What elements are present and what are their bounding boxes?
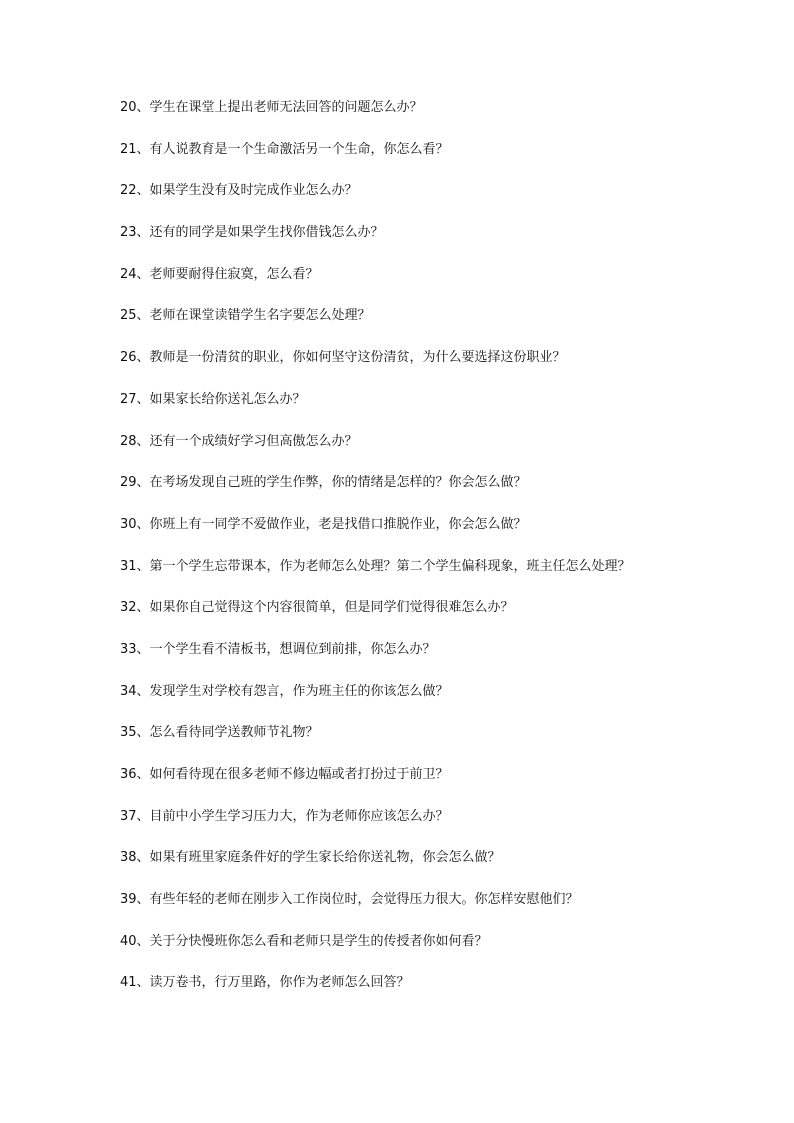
question-text: 36、如何看待现在很多老师不修边幅或者打扮过于前卫？ <box>120 767 449 782</box>
question-item <box>120 555 740 597</box>
question-text: 26、教师是一份清贫的职业，你如何坚守这份清贫，为什么要选择这份职业？ <box>120 350 566 366</box>
question-text: 33、一个学生看不清板书，想调位到前排，你怎么办？ <box>120 641 436 657</box>
question-text: 34、发现学生对学校有怨言，作为班主任的你该怎么做？ <box>120 683 449 699</box>
question-text: 40、关于分快慢班你怎么看和老师只是学生的传授者你如何看？ <box>120 933 488 949</box>
question-item <box>120 346 740 388</box>
question-item <box>120 763 740 805</box>
question-item <box>120 846 740 888</box>
question-text: 25、老师在课堂读错学生名字要怎么处理？ <box>120 308 371 324</box>
question-item <box>120 96 740 138</box>
question-text: 29、在考场发现自己班的学生作弊，你的情绪是怎样的？你会怎么做？ <box>120 475 527 491</box>
question-text: 38、如果有班里家庭条件好的学生家长给你送礼物，你会怎么做？ <box>120 850 501 866</box>
question-item <box>120 221 740 263</box>
question-text: 28、还有一个成绩好学习但高傲怎么办？ <box>120 433 358 449</box>
question-item <box>120 430 740 472</box>
question-text: 37、目前中小学生学习压力大，作为老师你应该怎么办？ <box>120 808 449 824</box>
question-item <box>120 471 740 513</box>
question-item <box>120 179 740 221</box>
question-item <box>120 805 740 847</box>
question-text: 32、如果你自己觉得这个内容很简单，但是同学们觉得很难怎么办？ <box>120 600 514 616</box>
question-item <box>120 680 740 722</box>
question-list <box>120 96 740 1013</box>
question-item <box>120 513 740 555</box>
question-text: 20、学生在课堂上提出老师无法回答的问题怎么办？ <box>120 100 423 115</box>
question-item <box>120 388 740 430</box>
question-item <box>120 888 740 930</box>
question-text: 31、第一个学生忘带课本，作为老师怎么处理？第二个学生偏科现象，班主任怎么处理？ <box>120 558 631 574</box>
question-text: 35、怎么看待同学送教师节礼物？ <box>120 725 319 741</box>
question-item <box>120 971 740 1013</box>
question-item <box>120 138 740 180</box>
question-item <box>120 304 740 346</box>
question-text: 24、老师要耐得住寂寞，怎么看？ <box>120 266 319 282</box>
question-item <box>120 638 740 680</box>
question-text: 22、如果学生没有及时完成作业怎么办？ <box>120 183 358 199</box>
question-text: 39、有些年轻的老师在刚步入工作岗位时，会觉得压力很大。你怎样安慰他们？ <box>120 892 579 908</box>
question-item <box>120 721 740 763</box>
question-item <box>120 930 740 972</box>
question-text: 41、读万卷书，行万里路，你作为老师怎么回答？ <box>120 975 410 991</box>
question-text: 27、如果家长给你送礼怎么办？ <box>120 391 306 407</box>
question-item <box>120 263 740 305</box>
question-text: 21、有人说教育是一个生命激活另一个生命，你怎么看？ <box>120 141 449 157</box>
question-text: 30、你班上有一同学不爱做作业，老是找借口推脱作业，你会怎么做？ <box>120 516 527 532</box>
question-item <box>120 596 740 638</box>
question-text: 23、还有的同学是如果学生找你借钱怎么办？ <box>120 225 384 241</box>
